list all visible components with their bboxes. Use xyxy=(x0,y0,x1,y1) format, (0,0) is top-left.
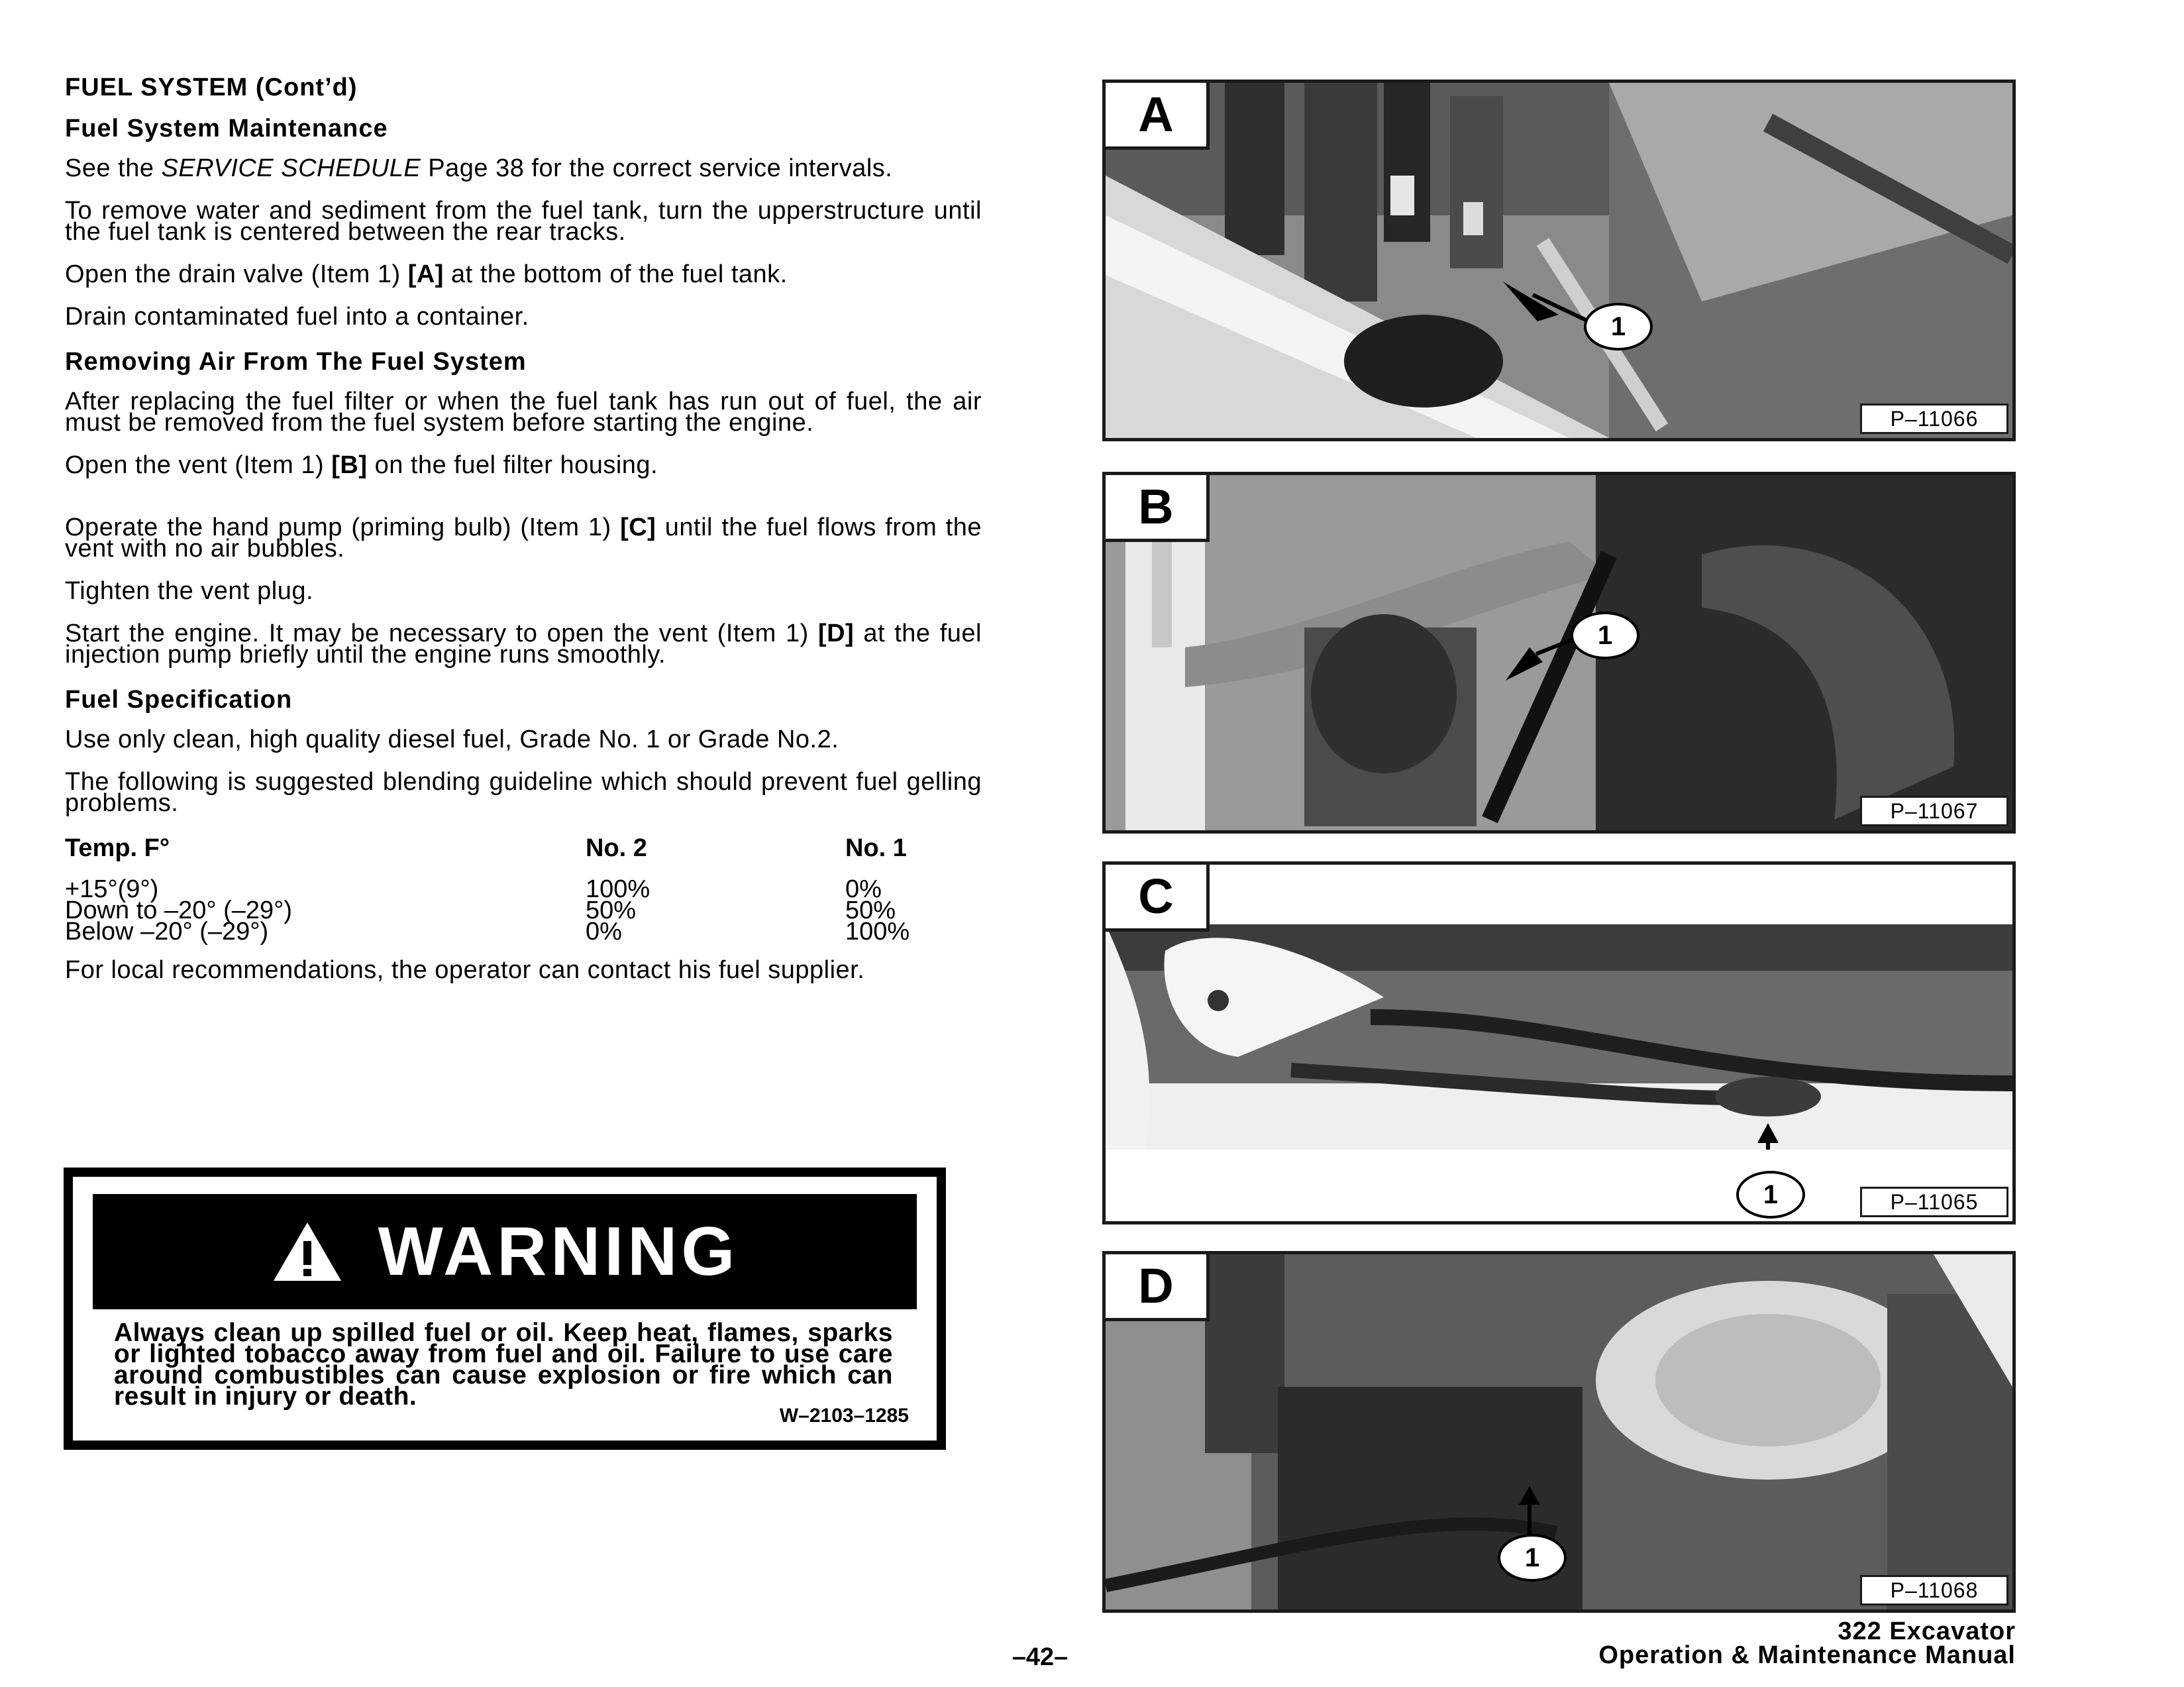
section-heading-fuel-spec: Fuel Specification xyxy=(65,686,293,714)
table-header-row xyxy=(65,835,939,879)
warning-inner xyxy=(73,1177,937,1441)
photo-c xyxy=(1102,861,2016,1224)
paragraph-hand-pump: Operate the hand pump (priming bulb) (Item 1) [C] until the fuel flows from the vent with no air bubbles. xyxy=(65,514,982,563)
table-cell: 50% xyxy=(586,897,637,924)
warning-triangle-icon xyxy=(271,1220,344,1283)
table-row xyxy=(65,921,939,942)
paragraph-remove-water: To remove water and sediment from the fuel tank, turn the upperstructure until the fuel tank is centered between the rear tracks. xyxy=(65,197,982,246)
callout-marker: 1 xyxy=(1736,1171,1805,1219)
left-column xyxy=(65,74,982,1002)
footer-title-line2: Operation & Maintenance Manual xyxy=(1598,1641,2016,1669)
paragraph-open-vent: Open the vent (Item 1) [B] on the fuel filter housing. xyxy=(65,451,658,479)
photo-a-image xyxy=(1106,83,2012,438)
footer-title xyxy=(1598,1619,2016,1667)
table-header-cell: No. 2 xyxy=(586,834,647,862)
table-header-cell: Temp. F° xyxy=(65,834,170,862)
photo-code: P–11067 xyxy=(1860,796,2008,826)
photo-code: P–11065 xyxy=(1860,1187,2008,1217)
warning-box xyxy=(64,1168,946,1450)
callout-marker: 1 xyxy=(1498,1534,1567,1582)
warning-code: W–2103–1285 xyxy=(779,1405,909,1427)
photo-b xyxy=(1102,472,2016,834)
warning-title: WARNING xyxy=(378,1213,739,1290)
photo-c-image xyxy=(1106,865,2012,1221)
service-schedule-reference: SERVICE SCHEDULE xyxy=(161,154,421,182)
paragraph-open-drain: Open the drain valve (Item 1) [A] at the bottom of the fuel tank. xyxy=(65,260,788,288)
photo-letter: A xyxy=(1106,83,1210,150)
photo-letter: D xyxy=(1106,1254,1210,1321)
table-cell: Below –20° (–29°) xyxy=(65,918,269,946)
paragraph-drain-fuel: Drain contaminated fuel into a container. xyxy=(65,303,529,331)
table-cell: 0% xyxy=(845,875,882,903)
paragraph-clean-fuel: Use only clean, high quality diesel fuel, Grade No. 1 or Grade No.2. xyxy=(65,726,839,753)
table-cell: 0% xyxy=(586,918,622,946)
warning-banner xyxy=(93,1194,917,1309)
photo-d xyxy=(1102,1251,2016,1613)
paragraph-after-replacing: After replacing the fuel filter or when the fuel tank has run out of fuel, the air must be removed from the fuel system before starting the engine. xyxy=(65,388,982,437)
page-heading: FUEL SYSTEM (Cont’d) xyxy=(65,74,358,101)
photo-code: P–11068 xyxy=(1860,1575,2008,1605)
table-cell: Down to –20° (–29°) xyxy=(65,897,293,924)
table-header-cell: No. 1 xyxy=(845,834,907,862)
paragraph-blending-guideline: The following is suggested blending guideline which should prevent fuel gelling problems. xyxy=(65,768,982,817)
table-cell: 100% xyxy=(845,918,910,946)
table-cell: 100% xyxy=(586,875,650,903)
photo-letter: C xyxy=(1106,865,1210,932)
photo-code: P–11066 xyxy=(1860,404,2008,434)
paragraph-service-schedule: See the SERVICE SCHEDULE Page 38 for the correct service intervals. xyxy=(65,154,893,182)
paragraph-tighten-plug: Tighten the vent plug. xyxy=(65,577,314,605)
footer-title-line1: 322 Excavator xyxy=(1838,1617,2016,1645)
section-heading-removing-air: Removing Air From The Fuel System xyxy=(65,348,527,376)
section-heading-maintenance: Fuel System Maintenance xyxy=(65,115,388,142)
paragraph-local-recommendations: For local recommendations, the operator can contact his fuel supplier. xyxy=(65,956,865,984)
page-number: –42– xyxy=(1012,1643,1068,1671)
paragraph-start-engine: Start the engine. It may be necessary to open the vent (Item 1) [D] at the fuel injection pump briefly until the engine runs smoothly. xyxy=(65,620,982,669)
callout-marker: 1 xyxy=(1571,612,1639,659)
photo-b-image xyxy=(1106,475,2012,830)
callout-marker: 1 xyxy=(1584,303,1653,351)
photo-letter: B xyxy=(1106,475,1210,542)
table-cell: 50% xyxy=(845,897,896,924)
warning-text: Always clean up spilled fuel or oil. Keep heat, flames, sparks or lighted tobacco away from fuel and oil. Failure to use care around combustibles can cause explosion or fire which can result in injury or death. xyxy=(114,1319,893,1411)
table-cell: +15°(9°) xyxy=(65,875,159,903)
photo-a xyxy=(1102,80,2016,441)
blending-table xyxy=(65,834,939,946)
